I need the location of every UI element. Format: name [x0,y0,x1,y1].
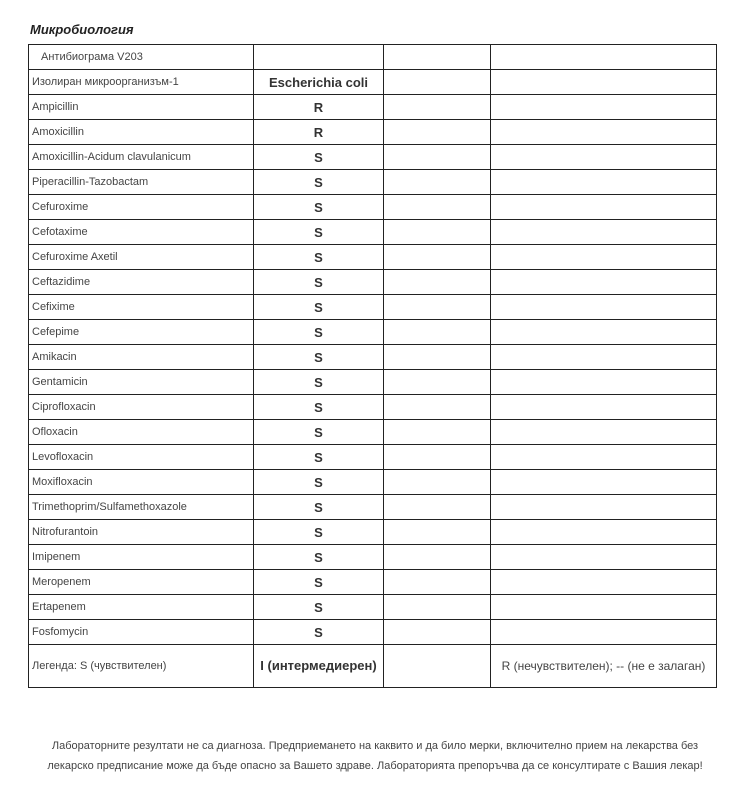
table-row [29,320,717,345]
table-row [29,595,717,620]
legend-i: I (интермедиерен) [254,645,384,688]
antibiotic-name: Amoxicillin [29,120,254,145]
table-row [29,245,717,270]
susceptibility-value: S [254,570,384,595]
antibiotic-name: Fosfomycin [29,620,254,645]
antibiotic-name: Ofloxacin [29,420,254,445]
susceptibility-value: S [254,145,384,170]
table-row [29,145,717,170]
table-row [29,445,717,470]
susceptibility-value: R [254,95,384,120]
table-row [29,95,717,120]
susceptibility-value: R [254,120,384,145]
antibiogram-table [28,44,717,688]
susceptibility-value: S [254,270,384,295]
antibiotic-name: Cefixime [29,295,254,320]
antibiotic-name: Amoxicillin-Acidum clavulanicum [29,145,254,170]
section-title: Микробиология [30,22,134,37]
antibiotic-name: Trimethoprim/Sulfamethoxazole [29,495,254,520]
antibiotic-name: Cefepime [29,320,254,345]
antibiotic-name: Moxifloxacin [29,470,254,495]
antibiotic-name: Ertapenem [29,595,254,620]
antibiotic-name: Meropenem [29,570,254,595]
antibiotic-name: Cefotaxime [29,220,254,245]
antibiotic-name: Cefuroxime Axetil [29,245,254,270]
disclaimer: Лабораторните резултати не са диагноза. Предприемането на каквито и да било мерки, включително прием на лекарства без лекарско предписание може да бъде опасно за Вашето здраве. Лабораторията препоръчва да се консултирате с Вашия лекар! [47,740,703,772]
antibiotic-name: Nitrofurantoin [29,520,254,545]
legend-s: Легенда: S (чувствителен) [29,645,254,688]
table-row [29,520,717,545]
antibiotic-name: Levofloxacin [29,445,254,470]
susceptibility-value: S [254,245,384,270]
table-row [29,295,717,320]
susceptibility-value: S [254,195,384,220]
antibiotic-name: Ampicillin [29,95,254,120]
table-header-row [29,45,717,70]
susceptibility-value: S [254,470,384,495]
table-row [29,620,717,645]
table-row [29,220,717,245]
antibiotic-name: Ciprofloxacin [29,395,254,420]
antibiotic-name: Imipenem [29,545,254,570]
antibiotic-name: Ceftazidime [29,270,254,295]
susceptibility-value: S [254,445,384,470]
table-row [29,345,717,370]
susceptibility-value: S [254,170,384,195]
table-row [29,270,717,295]
susceptibility-value: S [254,220,384,245]
table-row [29,195,717,220]
susceptibility-value: S [254,370,384,395]
antibiotic-name: Cefuroxime [29,195,254,220]
legend-row [29,645,717,688]
table-row [29,170,717,195]
susceptibility-value: S [254,395,384,420]
organism-label: Изолиран микроорганизъм-1 [29,70,254,95]
susceptibility-value: S [254,295,384,320]
organism-row [29,70,717,95]
antibiotic-name: Amikacin [29,345,254,370]
table-row [29,570,717,595]
susceptibility-value: S [254,320,384,345]
susceptibility-value: S [254,420,384,445]
susceptibility-value: S [254,545,384,570]
antibiotic-name: Gentamicin [29,370,254,395]
table-row [29,395,717,420]
legend-r: R (нечувствителен); -- (не е залаган) [491,645,717,688]
antibiotic-name: Piperacillin-Tazobactam [29,170,254,195]
organism-value: Escherichia coli [254,70,384,95]
table-row [29,120,717,145]
antibiogram-label: Антибиограма V203 [29,45,254,70]
susceptibility-value: S [254,620,384,645]
table-row [29,495,717,520]
table-row [29,370,717,395]
susceptibility-value: S [254,495,384,520]
table-row [29,470,717,495]
table-row [29,545,717,570]
susceptibility-value: S [254,345,384,370]
susceptibility-value: S [254,520,384,545]
susceptibility-value: S [254,595,384,620]
table-row [29,420,717,445]
